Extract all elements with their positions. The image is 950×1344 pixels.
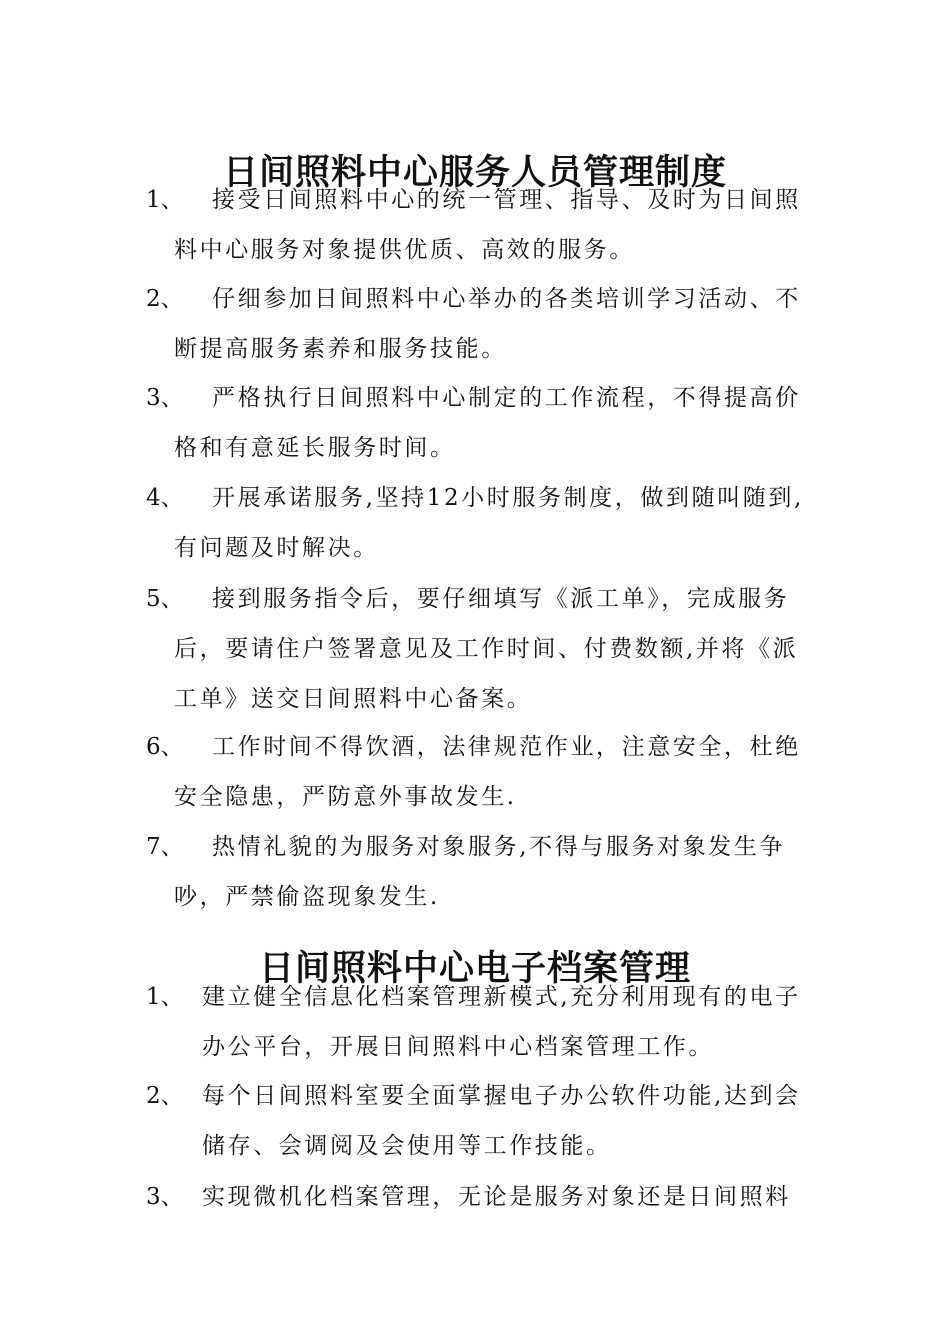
item-text-line: 吵，严禁偷盗现象发生. [174,884,440,910]
item-number: 6、 [146,734,184,760]
item-text-line: 建立健全信息化档案管理新模式,充分利用现有的电子 [202,984,801,1010]
item-text-line: 每个日间照料室要全面掌握电子办公软件功能,达到会 [202,1083,801,1109]
item-text-line: 严格执行日间照料中心制定的工作流程，不得提高价 [212,385,801,411]
item-number: 3、 [146,1184,184,1210]
item-number: 4、 [146,485,184,511]
item-text-line: 安全隐患，严防意外事故发生. [174,784,517,810]
item-number: 7、 [146,834,184,860]
item-text-line: 办公平台，开展日间照料中心档案管理工作。 [202,1034,714,1060]
section1-title: 日间照料中心服务人员管理制度 [222,153,727,194]
item-text-line: 料中心服务对象提供优质、高效的服务。 [174,237,635,263]
item-text-line: 工单》送交日间照料中心备案。 [174,686,533,712]
item-number: 1、 [146,984,184,1010]
item-text-line: 热情礼貌的为服务对象服务,不得与服务对象发生争 [212,834,786,860]
item-text-line: 储存、会调阅及会使用等工作技能。 [202,1133,612,1159]
item-text-line: 有问题及时解决。 [174,535,379,561]
item-text-line: 格和有意延长服务时间。 [174,435,456,461]
item-number: 2、 [146,286,184,312]
item-text-line: 开展承诺服务,坚持12小时服务制度，做到随叫随到, [212,485,804,511]
item-number: 1、 [146,187,184,213]
item-number: 2、 [146,1083,184,1109]
section2-title: 日间照料中心电子档案管理 [258,949,691,990]
item-number: 5、 [146,586,184,612]
item-text-line: 断提高服务素养和服务技能。 [174,336,507,362]
item-text-line: 仔细参加日间照料中心举办的各类培训学习活动、不 [212,286,801,312]
item-number: 3、 [146,385,184,411]
item-text-line: 接到服务指令后，要仔细填写《派工单》，完成服务 [212,586,790,612]
item-text-line: 接受日间照料中心的统一管理、指导、及时为日间照 [212,187,801,213]
item-text-line: 工作时间不得饮酒，法律规范作业，注意安全，杜绝 [212,734,801,760]
item-text-line: 后，要请住户签署意见及工作时间、付费数额,并将《派 [174,636,799,662]
item-text-line: 实现微机化档案管理，无论是服务对象还是日间照料 [202,1184,791,1210]
